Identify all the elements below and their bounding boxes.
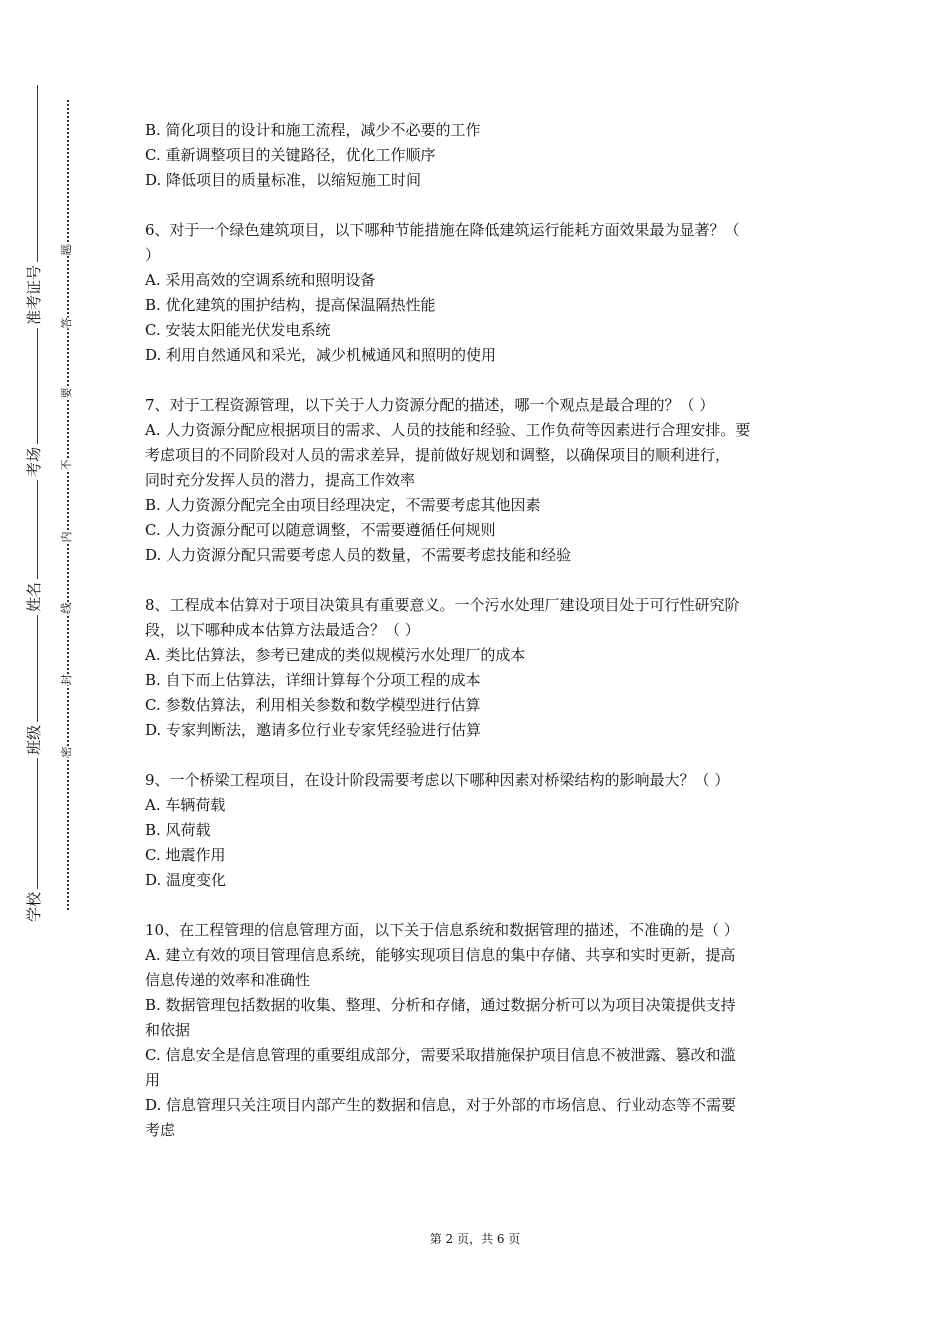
binding-dotted-line: [67, 100, 69, 910]
option-line: A. 类比估算法，参考已建成的类似规模污水处理厂的成本: [145, 646, 526, 664]
question-stem: 10、在工程管理的信息管理方面，以下关于信息系统和数据管理的描述，不准确的是（ ）: [145, 921, 739, 939]
warning-char: 不: [60, 459, 73, 471]
question-7: [145, 393, 810, 568]
warning-char: 封: [60, 674, 73, 686]
option-line: B. 风荷载: [145, 821, 211, 839]
option-line: C. 参数估算法，利用相关参数和数学模型进行估算: [145, 696, 481, 714]
option-line: A. 建立有效的项目管理信息系统，能够实现项目信息的集中存储、共享和实时更新，提高: [145, 946, 736, 964]
question-6: [145, 218, 810, 368]
option-line: C. 人力资源分配可以随意调整，不需要遵循任何规则: [145, 521, 496, 539]
option-line: D. 信息管理只关注项目内部产生的数据和信息，对于外部的市场信息、行业动态等不需要: [145, 1096, 737, 1114]
question-stem: 6、对于一个绿色建筑项目，以下哪种节能措施在降低建筑运行能耗方面效果最为显著？（: [145, 221, 740, 239]
question-stem: ）: [145, 246, 161, 264]
option-line: C. 信息安全是信息管理的重要组成部分，需要采取措施保护项目信息不被泄露、篡改和滥: [145, 1046, 736, 1064]
question-9: [145, 768, 810, 893]
question-stem: 9、一个桥梁工程项目，在设计阶段需要考虑以下哪种因素对桥梁结构的影响最大？（ ）: [145, 771, 730, 789]
binding-margin: [0, 0, 140, 1344]
question-content: [145, 118, 810, 1168]
option-line: A. 车辆荷载: [145, 796, 226, 814]
warning-char: 内: [60, 531, 73, 543]
field-label-school: 学校: [25, 889, 43, 925]
warning-char: 密: [60, 746, 73, 758]
option-line: 信息传递的效率和准确性: [145, 971, 311, 989]
question-stem: 8、工程成本估算对于项目决策具有重要意义。一个污水处理厂建设项目处于可行性研究阶: [145, 596, 740, 614]
option-line: A. 采用高效的空调系统和照明设备: [145, 271, 376, 289]
option-line: B. 自下而上估算法，详细计算每个分项工程的成本: [145, 671, 481, 689]
page-number: 第 2 页，共 6 页: [429, 1232, 521, 1246]
previous-question-options: [145, 118, 810, 193]
option-line: 同时充分发挥人员的潜力，提高工作效率: [145, 471, 416, 489]
option-line: C. 地震作用: [145, 846, 226, 864]
question-stem: 7、对于工程资源管理，以下关于人力资源分配的描述，哪一个观点是最合理的？（ ）: [145, 396, 715, 414]
option-line: 用: [145, 1071, 161, 1089]
question-10: [145, 918, 810, 1143]
binding-solid-line: [37, 85, 38, 925]
field-label-exam-number: 准考证号: [25, 262, 43, 328]
field-label-name: 姓名: [25, 579, 43, 615]
option-line: D. 降低项目的质量标准，以缩短施工时间: [145, 171, 422, 189]
field-label-exam-room: 考场: [25, 444, 43, 480]
warning-char: 要: [60, 387, 73, 399]
option-line: B. 简化项目的设计和施工流程，减少不必要的工作: [145, 121, 481, 139]
option-line: C. 重新调整项目的关键路径，优化工作顺序: [145, 146, 436, 164]
option-line: D. 专家判断法，邀请多位行业专家凭经验进行估算: [145, 721, 482, 739]
option-line: B. 人力资源分配完全由项目经理决定，不需要考虑其他因素: [145, 496, 541, 514]
question-8: [145, 593, 810, 743]
question-stem: 段，以下哪种成本估算方法最适合？（ ）: [145, 621, 420, 639]
option-line: A. 人力资源分配应根据项目的需求、人员的技能和经验、工作负荷等因素进行合理安排。要: [145, 421, 751, 439]
option-line: B. 优化建筑的围护结构，提高保温隔热性能: [145, 296, 436, 314]
option-line: C. 安装太阳能光伏发电系统: [145, 321, 331, 339]
option-line: 考虑项目的不同阶段对人员的需求差异，提前做好规划和调整，以确保项目的顺利进行，: [145, 446, 731, 464]
warning-char: 题: [60, 244, 73, 256]
warning-char: 答: [60, 317, 73, 329]
option-line: D. 利用自然通风和采光，减少机械通风和照明的使用: [145, 346, 497, 364]
option-line: D. 温度变化: [145, 871, 227, 889]
option-line: D. 人力资源分配只需要考虑人员的数量，不需要考虑技能和经验: [145, 546, 572, 564]
warning-char: 线: [60, 602, 73, 614]
option-line: 和依据: [145, 1021, 191, 1039]
field-label-class: 班级: [25, 722, 43, 758]
option-line: 考虑: [145, 1121, 176, 1139]
option-line: B. 数据管理包括数据的收集、整理、分析和存储，通过数据分析可以为项目决策提供支持: [145, 996, 736, 1014]
